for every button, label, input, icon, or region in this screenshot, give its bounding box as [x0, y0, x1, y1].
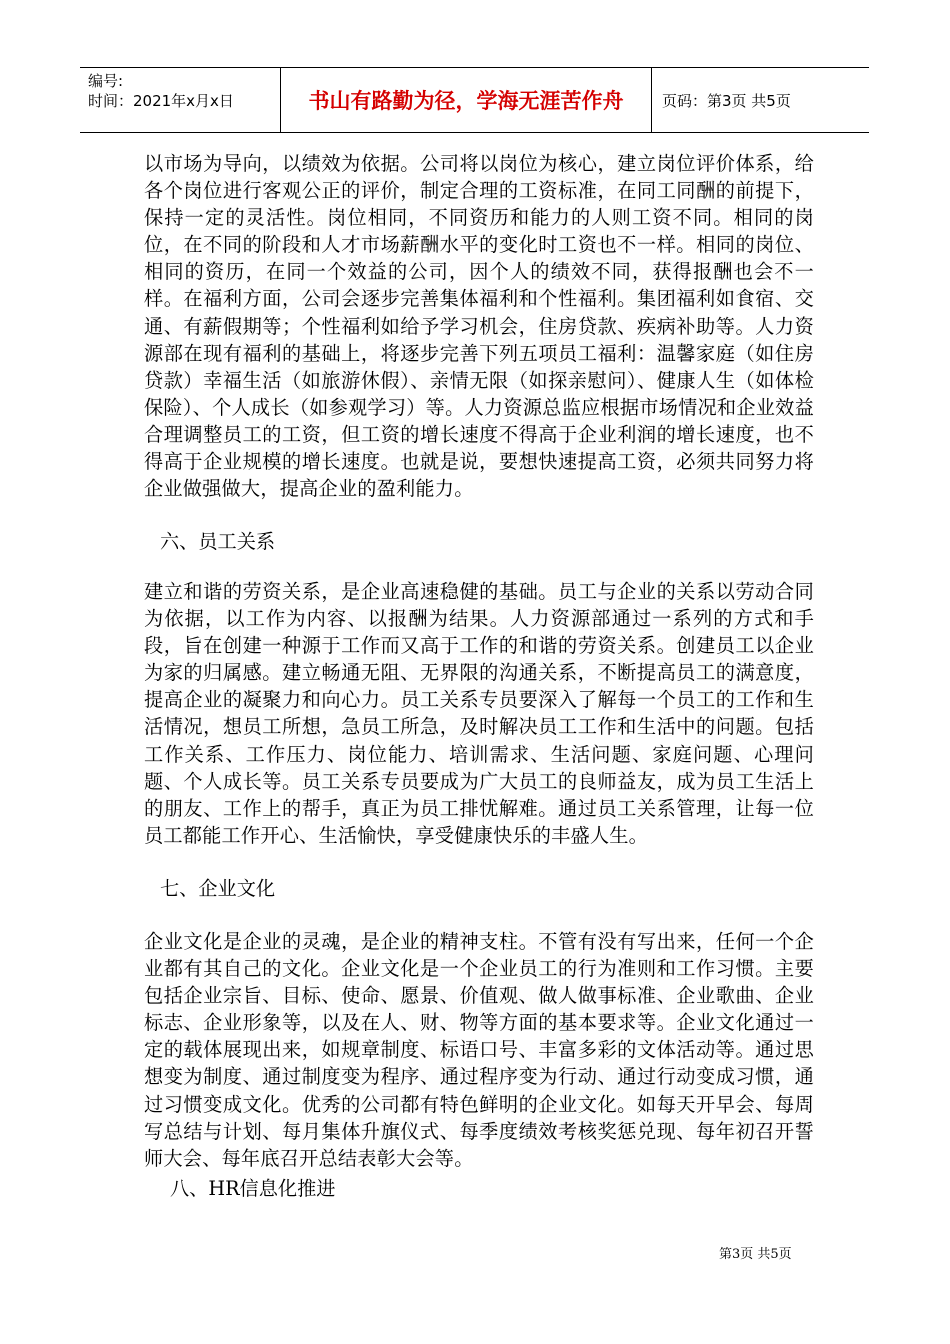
- section-heading-corporate-culture: 七、企业文化: [160, 877, 276, 900]
- page-header: [80, 67, 869, 133]
- header-meta: [80, 68, 281, 132]
- section-heading-employee-relations: 六、员工关系: [160, 530, 276, 553]
- header-page-code: 页码：第3页 共5页: [662, 91, 791, 110]
- section-heading-hr-informatization: 八、HR信息化推进: [170, 1177, 336, 1200]
- paragraph-corporate-culture: 企业文化是企业的灵魂，是企业的精神支柱。不管有没有写出来，任何一个企业都有其自己的文化。企业文化是一个企业员工的行为准则和工作习惯。主要包括企业宗旨、目标、使命、愿景、价值观、做人做事标准、企业歌曲、企业标志、企业形象等，以及在人、财、物等方面的基本要求等。企业文化通过一定的载体展现出来，如规章制度、标语口号、丰富多彩的文体活动等。通过思想变为制度、通过制度变为程序、通过程序变为行动、通过行动变成习惯，通过习惯变成文化。优秀的公司都有特色鲜明的企业文化。如每天开早会、每周写总结与计划、每月集体升旗仪式、每季度绩效考核奖惩兑现、每年初召开誓师大会、每年底召开总结表彰大会等。: [144, 930, 814, 1170]
- header-motto: 书山有路勤为径，学海无涯苦作舟: [281, 68, 652, 132]
- paragraph-employee-relations: 建立和谐的劳资关系，是企业高速稳健的基础。员工与企业的关系以劳动合同为依据，以工作为内容、以报酬为结果。人力资源部通过一系列的方式和手段，旨在创建一种源于工作而又高于工作的和谐的劳资关系。创建员工以企业为家的归属感。建立畅通无阻、无界限的沟通关系，不断提高员工的满意度，提高企业的凝聚力和向心力。员工关系专员要深入了解每一个员工的工作和生活情况，想员工所想，急员工所急，及时解决员工工作和生活中的问题。包括工作关系、工作压力、岗位能力、培训需求、生活问题、家庭问题、心理问题、个人成长等。员工关系专员要成为广大员工的良师益友，成为员工生活上的朋友、工作上的帮手，真正为员工排忧解难。通过员工关系管理，让每一位员工都能工作开心、生活愉快，享受健康快乐的丰盛人生。: [144, 580, 814, 847]
- document-number-label: 编号:: [88, 72, 124, 90]
- page-footer: 第3页 共5页: [719, 1247, 792, 1262]
- document-body: [144, 150, 814, 1200]
- document-time-label: 时间：2021年x月x日: [88, 92, 234, 110]
- paragraph-compensation-continued: 以市场为导向，以绩效为依据。公司将以岗位为核心，建立岗位评价体系，给各个岗位进行客观公正的评价，制定合理的工资标准，在同工同酬的前提下，保持一定的灵活性。岗位相同，不同资历和能力的人则工资不同。相同的岗位，在不同的阶段和人才市场薪酬水平的变化时工资也不一样。相同的岗位、相同的资历，在同一个效益的公司，因个人的绩效不同，获得报酬也会不一样。在福利方面，公司会逐步完善集体福利和个性福利。集团福利如食宿、交通、有薪假期等；个性福利如给予学习机会，住房贷款、疾病补助等。人力资源部在现有福利的基础上，将逐步完善下列五项员工福利：温馨家庭（如住房贷款）幸福生活（如旅游休假）、亲情无限（如探亲慰问）、健康人生（如体检保险）、个人成长（如参观学习）等。人力资源总监应根据市场情况和企业效益合理调整员工的工资，但工资的增长速度不得高于企业利润的增长速度，也不得高于企业规模的增长速度。也就是说，要想快速提高工资，必须共同努力将企业做强做大，提高企业的盈利能力。: [144, 152, 814, 501]
